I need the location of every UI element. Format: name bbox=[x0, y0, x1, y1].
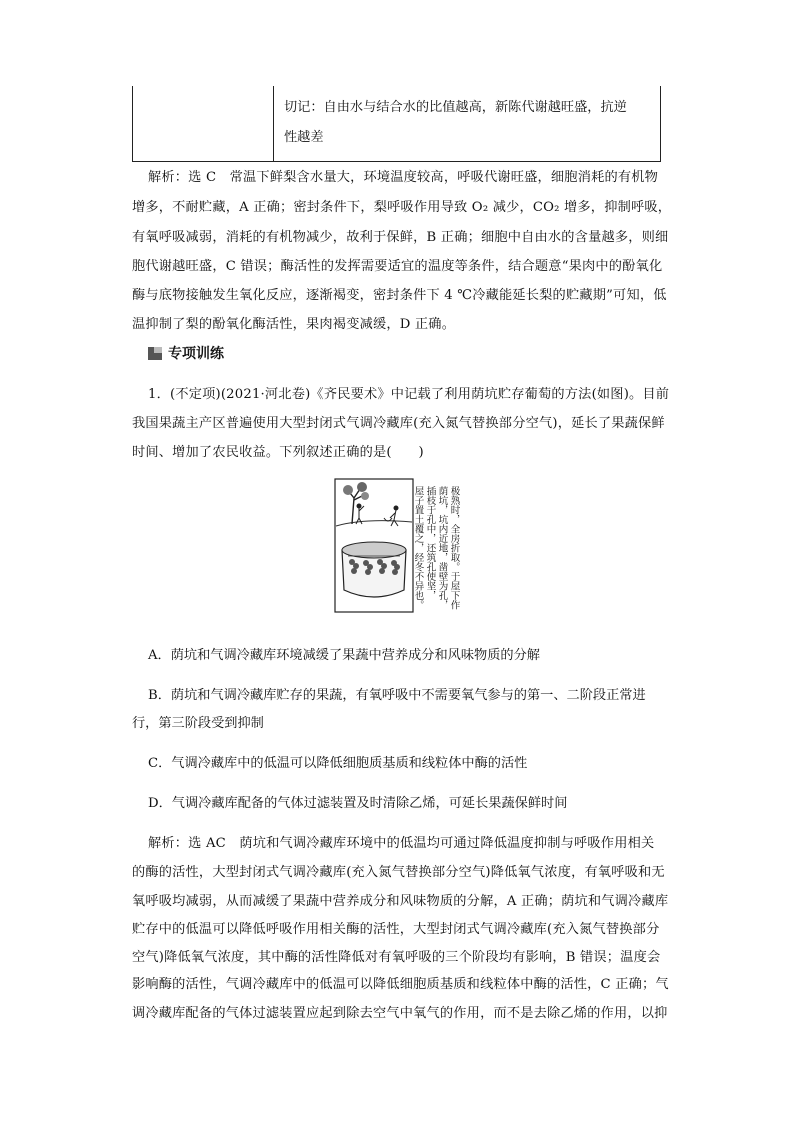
section-heading bbox=[148, 343, 224, 363]
table-cell-line-1: 切记：自由水与结合水的比值越高，新陈代谢越旺盛，抗逆 bbox=[284, 100, 627, 115]
figure-text-col-2: 荫坑，坑内近地，凿壁为孔， bbox=[436, 486, 448, 610]
figure-text-col-1: 极熟时，全房折取。于屋下作 bbox=[448, 486, 460, 610]
analysis-1-line-2: 增多，不耐贮藏，A 正确；密封条件下，梨呼吸作用导致 O₂ 减少，CO₂ 增多，抑制呼吸， bbox=[132, 200, 672, 215]
analysis-2-line-1: 解析：选 AC 荫坑和气调冷藏库环境中的低温均可通过降低温度抑制与呼吸作用相关 bbox=[148, 836, 655, 851]
option-b-line-2: 行，第三阶段受到抑制 bbox=[132, 716, 264, 731]
analysis-1-line-1: 解析：选 C 常温下鲜梨含水量大，环境温度较高，呼吸代谢旺盛，细胞消耗的有机物 bbox=[148, 170, 659, 185]
analysis-2-line-7: 调冷藏库配备的气体过滤装置应起到除去空气中氧气的作用，而不是去除乙烯的作用，以抑 bbox=[132, 1006, 668, 1021]
option-c: C．气调冷藏库中的低温可以降低细胞质基质和线粒体中酶的活性 bbox=[148, 756, 528, 771]
question-1-line-2: 我国果蔬主产区普遍使用大型封闭式气调冷藏库(充入氮气替换部分空气)，延长了果蔬保鲜 bbox=[132, 416, 665, 431]
option-a: A．荫坑和气调冷藏库环境减缓了果蔬中营养成分和风味物质的分解 bbox=[148, 648, 540, 663]
analysis-2-line-3: 氧呼吸均减弱，从而减缓了果蔬中营养成分和风味物质的分解，A 正确；荫坑和气调冷藏库 bbox=[132, 894, 669, 909]
option-d: D．气调冷藏库配备的气体过滤装置及时清除乙烯，可延长果蔬保鲜时间 bbox=[148, 796, 568, 811]
grape-storage-illustration bbox=[334, 478, 464, 613]
analysis-2-line-6: 影响酶的活性，气调冷藏库中的低温可以降低细胞质基质和线粒体中酶的活性，C 正确；气 bbox=[132, 977, 669, 992]
analysis-2-line-5: 空气)降低氧气浓度，其中酶的活性降低对有氧呼吸的三个阶段均有影响，B 错误；温度会 bbox=[132, 950, 661, 965]
section-mark-icon bbox=[148, 347, 162, 360]
analysis-1-line-6: 温抑制了梨的酚氧化酶活性，果肉褐变减缓，D 正确。 bbox=[132, 317, 456, 332]
analysis-2-line-4: 贮存中的低温可以降低呼吸作用相关酶的活性，大型封闭式气调冷藏库(充入氮气替换部分 bbox=[132, 922, 660, 937]
question-1-line-1: 1．(不定项)(2021·河北卷)《齐民要术》中记载了利用荫坑贮存葡萄的方法(如图)。目前 bbox=[148, 387, 670, 402]
question-1-line-3: 时间、增加了农民收益。下列叙述正确的是( ) bbox=[132, 445, 424, 460]
analysis-1-line-3: 有氧呼吸减弱，消耗的有机物减少，故利于保鲜，B 正确；细胞中自由水的含量越多，则细 bbox=[132, 230, 669, 245]
section-title: 专项训练 bbox=[168, 346, 224, 362]
summary-table bbox=[132, 86, 661, 162]
table-cell-line-2: 性越差 bbox=[284, 130, 324, 145]
analysis-2-line-2: 的酶的活性，大型封闭式气调冷藏库(充入氮气替换部分空气)降低氧气浓度，有氧呼吸和无 bbox=[132, 865, 665, 880]
analysis-1-line-4: 胞代谢越旺盛，C 错误；酶活性的发挥需要适宜的温度等条件，结合题意“果肉中的酚氧化 bbox=[132, 259, 663, 274]
table-column-divider bbox=[273, 86, 274, 161]
analysis-1-line-5: 酶与底物接触发生氧化反应，逐渐褐变，密封条件下 4 ℃冷藏能延长梨的贮藏期”可知，低 bbox=[132, 288, 667, 303]
option-b-line-1: B．荫坑和气调冷藏库贮存的果蔬，有氧呼吸中不需要氧气参与的第一、二阶段正常进 bbox=[148, 688, 646, 703]
figure-text-col-4: 屋子置土覆之，经冬不异也。 bbox=[412, 486, 424, 610]
figure-text-col-3: 插枝于孔中，还筑孔使坚， bbox=[424, 486, 436, 600]
